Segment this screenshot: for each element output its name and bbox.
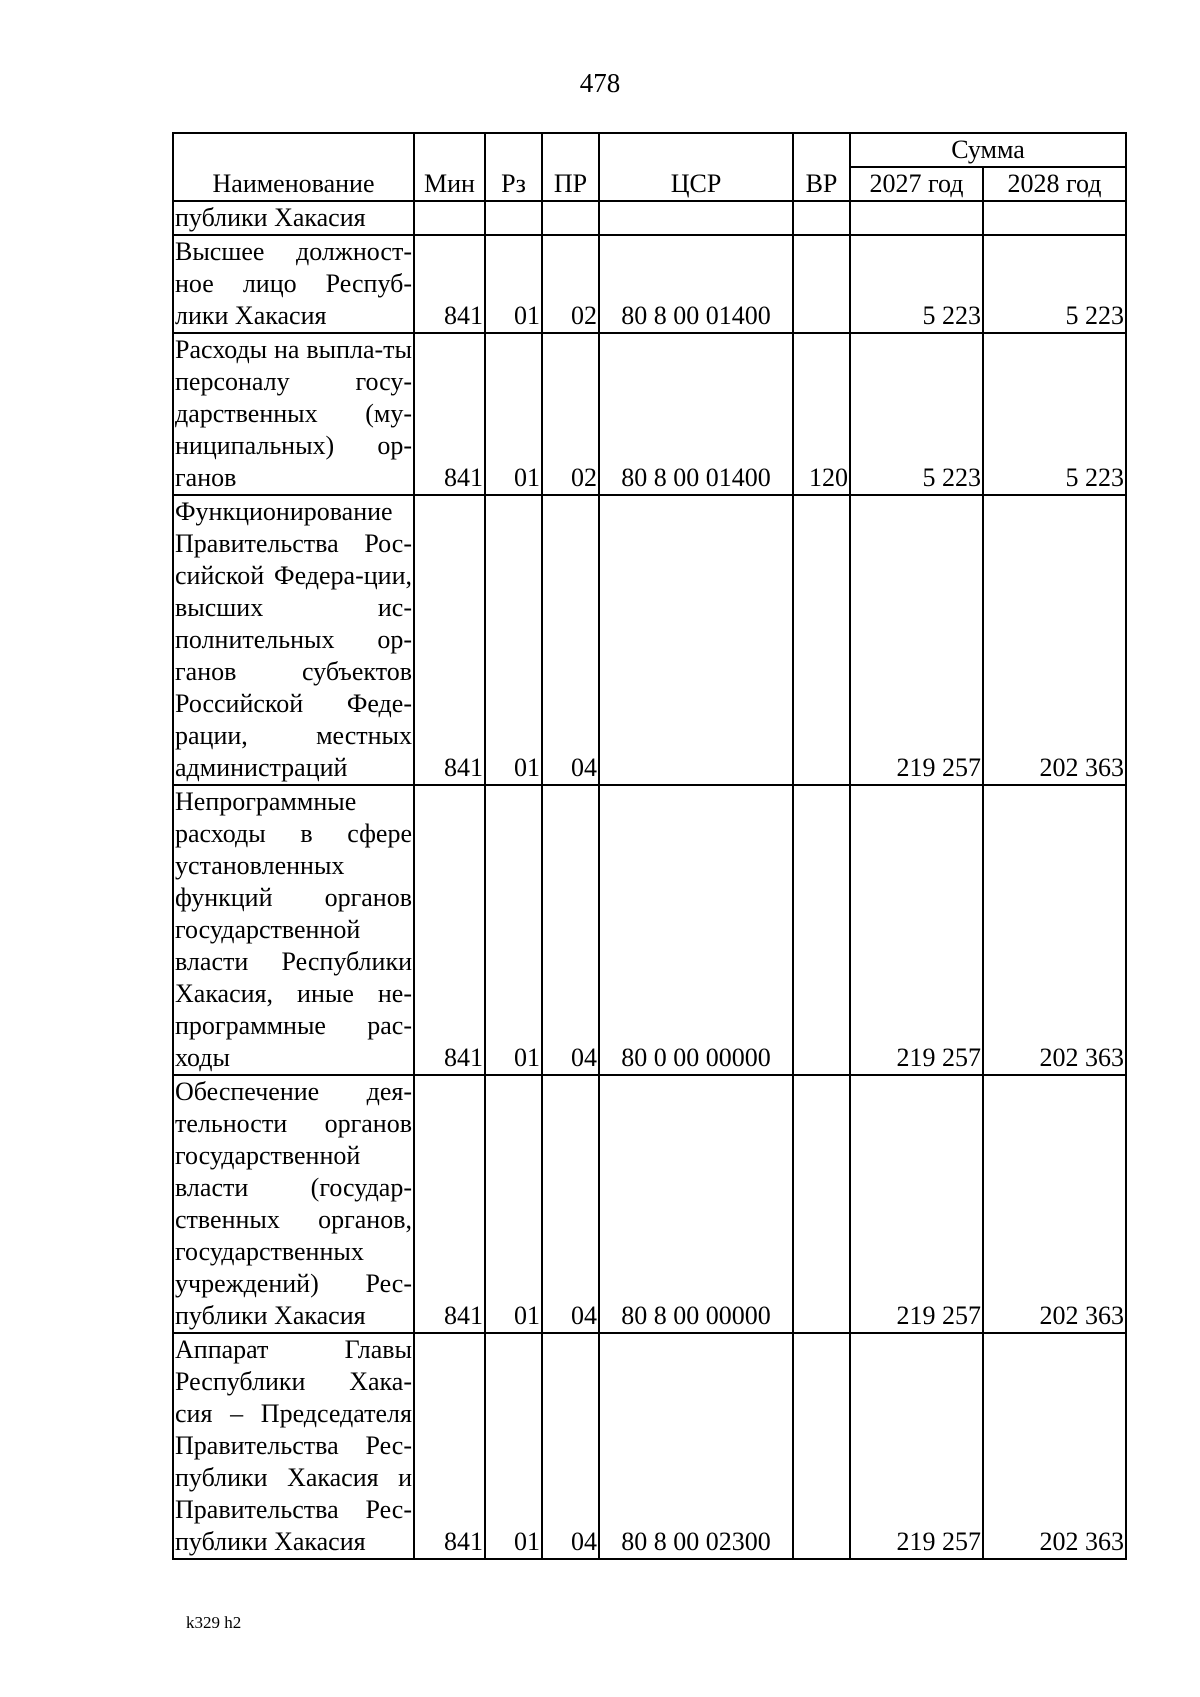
- header-rz: Рз: [485, 133, 542, 201]
- row-name: Непрограммные расходы в сфере установленных функций органов государственной власти Республики Хакасия, иные не-программные рас-ходы: [173, 785, 414, 1075]
- row-2027: 5 223: [850, 235, 983, 333]
- row-2028: 5 223: [983, 333, 1126, 495]
- row-rz: 01: [485, 235, 542, 333]
- row-rz: 01: [485, 785, 542, 1075]
- header-csr: ЦСР: [599, 133, 793, 201]
- row-name: Расходы на выпла-ты персоналу госу-дарственных (му-ниципальных) ор-ганов: [173, 333, 414, 495]
- row-vr: [793, 1075, 850, 1333]
- row-pr: 04: [542, 1075, 599, 1333]
- table-row: [173, 1075, 1126, 1333]
- row-pr: 04: [542, 1333, 599, 1559]
- row-csr: 80 8 00 00000: [599, 1075, 793, 1333]
- row-pr: 04: [542, 785, 599, 1075]
- header-sum: Сумма: [850, 133, 1126, 167]
- page-number: 478: [579, 68, 621, 98]
- header-vr: ВР: [793, 133, 850, 201]
- row-csr: 80 8 00 01400: [599, 235, 793, 333]
- table-row: [173, 495, 1126, 785]
- table-row: [173, 333, 1126, 495]
- row-pr: [542, 201, 599, 235]
- row-pr: 02: [542, 333, 599, 495]
- row-rz: 01: [485, 495, 542, 785]
- row-2028: 202 363: [983, 785, 1126, 1075]
- header-year-2028: 2028 год: [983, 167, 1126, 201]
- row-2027: [850, 201, 983, 235]
- row-name: публики Хакасия: [173, 201, 414, 235]
- row-rz: [485, 201, 542, 235]
- table-row: [173, 235, 1126, 333]
- row-vr: [793, 495, 850, 785]
- row-rz: 01: [485, 333, 542, 495]
- table-header: [173, 133, 1126, 201]
- row-2027: 219 257: [850, 495, 983, 785]
- table-row: [173, 785, 1126, 1075]
- row-csr: [599, 201, 793, 235]
- header-year-2027: 2027 год: [850, 167, 983, 201]
- header-min: Мин: [414, 133, 485, 201]
- table-row: [173, 201, 1126, 235]
- header-name: Наименование: [173, 133, 414, 201]
- row-pr: 04: [542, 495, 599, 785]
- row-min: 841: [414, 495, 485, 785]
- row-2027: 219 257: [850, 1075, 983, 1333]
- row-min: 841: [414, 1333, 485, 1559]
- table-row: [173, 1333, 1126, 1559]
- row-2028: [983, 201, 1126, 235]
- row-2028: 202 363: [983, 1075, 1126, 1333]
- row-2027: 219 257: [850, 1333, 983, 1559]
- row-name: Функционирование Правительства Рос-сийской Федера-ции, высших ис-полнительных ор-ганов субъектов Российской Феде-рации, местных администраций: [173, 495, 414, 785]
- row-2027: 219 257: [850, 785, 983, 1075]
- row-vr: [793, 1333, 850, 1559]
- row-pr: 02: [542, 235, 599, 333]
- row-vr: [793, 785, 850, 1075]
- row-2028: 202 363: [983, 495, 1126, 785]
- row-rz: 01: [485, 1333, 542, 1559]
- header-pr: ПР: [542, 133, 599, 201]
- row-min: 841: [414, 333, 485, 495]
- row-csr: 80 8 00 02300: [599, 1333, 793, 1559]
- row-vr: [793, 201, 850, 235]
- row-min: 841: [414, 235, 485, 333]
- row-name: Высшее должност-ное лицо Респуб-лики Хакасия: [173, 235, 414, 333]
- row-name: Обеспечение дея-тельности органов государственной власти (государ-ственных органов, государственных учреждений) Рес-публики Хакасия: [173, 1075, 414, 1333]
- row-rz: 01: [485, 1075, 542, 1333]
- row-csr: 80 8 00 01400: [599, 333, 793, 495]
- row-vr: [793, 235, 850, 333]
- row-vr: 120: [793, 333, 850, 495]
- row-name: Аппарат Главы Республики Хака-сия – Председателя Правительства Рес-публики Хакасия и Правительства Рес-публики Хакасия: [173, 1333, 414, 1559]
- row-csr: [599, 495, 793, 785]
- row-csr: 80 0 00 00000: [599, 785, 793, 1075]
- row-2028: 202 363: [983, 1333, 1126, 1559]
- budget-table: [172, 132, 1127, 1560]
- row-2027: 5 223: [850, 333, 983, 495]
- row-min: 841: [414, 785, 485, 1075]
- footer-code: k329 h2: [186, 1613, 242, 1632]
- row-2028: 5 223: [983, 235, 1126, 333]
- row-min: 841: [414, 1075, 485, 1333]
- row-min: [414, 201, 485, 235]
